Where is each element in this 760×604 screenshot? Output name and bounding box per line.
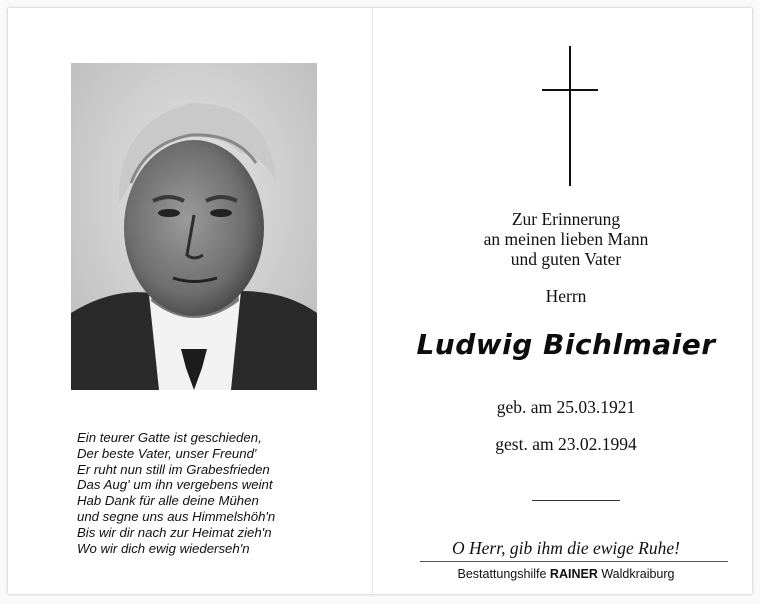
poem-line: Hab Dank für alle deine Mühen — [77, 493, 259, 509]
poem-line: Er ruht nun still im Grabesfrieden — [77, 461, 270, 477]
undertaker-place: Waldkraiburg — [601, 567, 675, 581]
footer-divider — [420, 561, 728, 562]
undertaker-line — [380, 567, 752, 581]
portrait-photo — [71, 63, 317, 390]
undertaker-prefix: Bestattungshilfe — [457, 567, 547, 581]
poem-line: Bis wir dir nach zur Heimat zieh'n — [77, 524, 272, 540]
intro-line: Zur Erinnerung — [511, 209, 621, 229]
poem-line: Der beste Vater, unser Freund' — [77, 445, 257, 461]
death-date: gest. am 23.02.1994 — [495, 434, 637, 454]
cross-icon — [540, 46, 600, 186]
undertaker-name: RAINER — [549, 567, 598, 581]
poem-line: Wo wir dich ewig wiederseh'n — [77, 540, 250, 556]
deceased-name: Ludwig Bichlmaier — [416, 328, 716, 361]
poem-line: Das Aug' um ihn vergebens weint — [77, 477, 273, 493]
intro-line: an meinen lieben Mann — [483, 229, 649, 249]
closing-prayer: O Herr, gib ihm die ewige Ruhe! — [452, 538, 680, 558]
card-fold-line — [372, 8, 373, 594]
memorial-poem — [77, 430, 347, 556]
salutation: Herrn — [545, 286, 587, 306]
birth-date: geb. am 25.03.1921 — [496, 397, 636, 417]
poem-line: und segne uns aus Himmelshöh'n — [77, 508, 276, 524]
intro-line: und guten Vater — [510, 249, 622, 269]
poem-line: Ein teurer Gatte ist geschieden, — [77, 430, 262, 445]
divider — [532, 500, 620, 501]
